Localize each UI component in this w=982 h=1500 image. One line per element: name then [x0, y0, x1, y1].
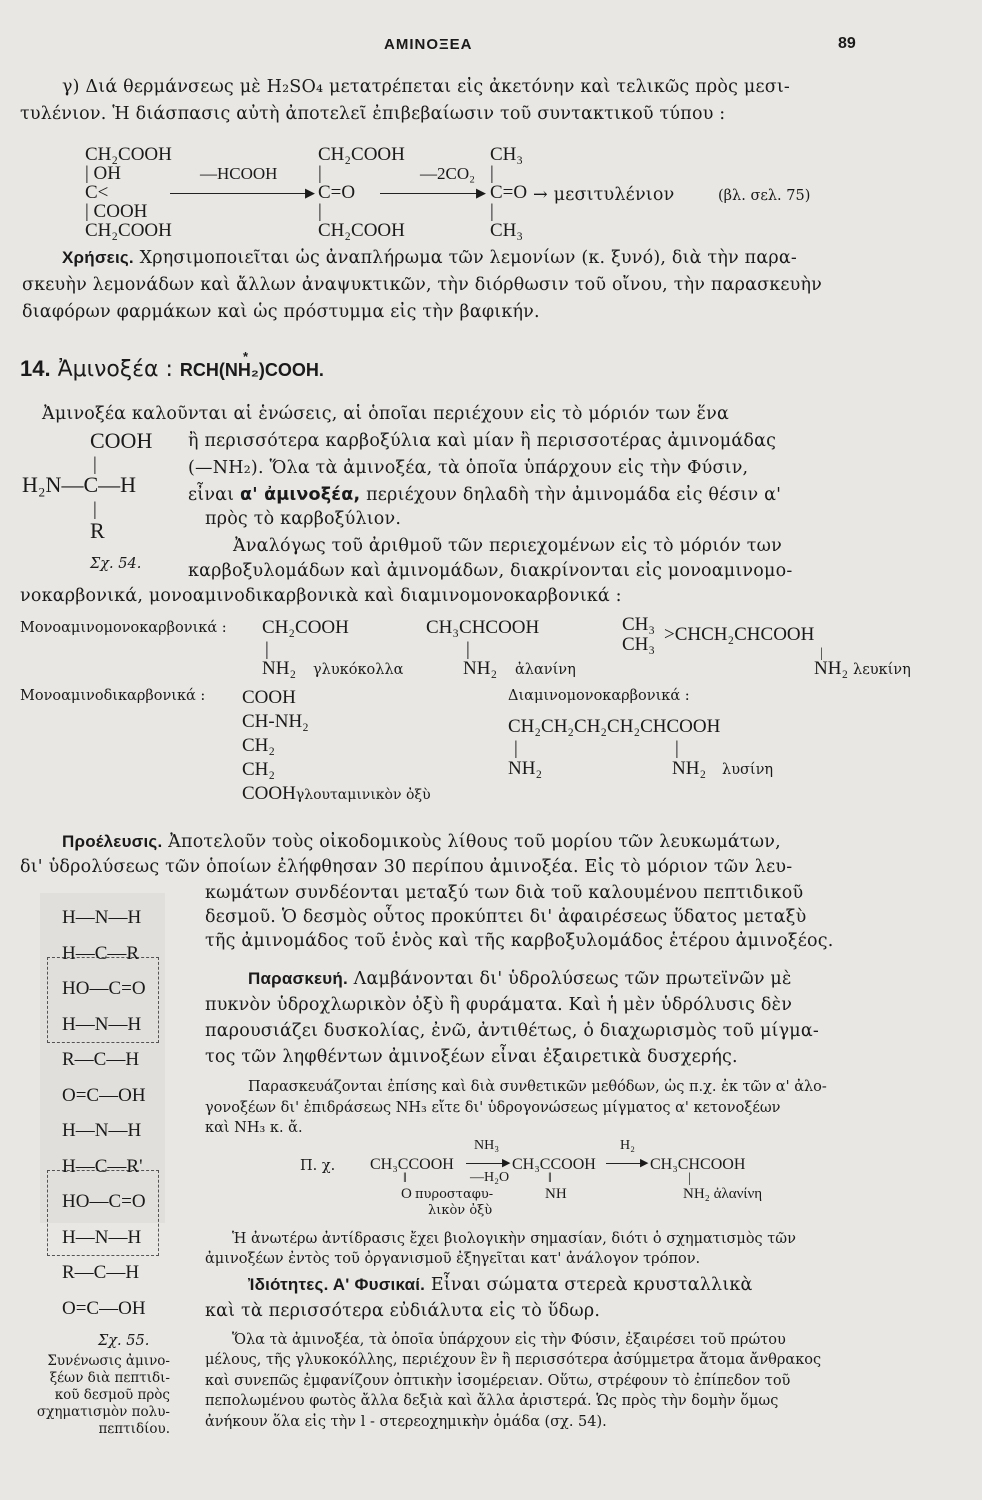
arrow-3	[466, 1163, 506, 1164]
props-line-2: καὶ τὰ περισσότερα εὐδιάλυτα εἰς τὸ ὕδωρ.	[205, 1301, 601, 1321]
formula-line: |	[490, 201, 494, 222]
peptide-chain	[62, 900, 146, 1326]
chain-row: HO—C=O	[62, 978, 146, 999]
glycine-formula: CH₂COOH	[262, 617, 349, 638]
chain-row: O=C—OH	[62, 1084, 146, 1106]
props-small-4: πεπολωμένου φωτὸς ἄλλα δεξιὰ καὶ ἄλλα ἀριστερά. Ὡς πρὸς τὴν δομὴν ὅμως	[205, 1393, 779, 1409]
prep-line-3: παρουσιάζει δυσκολίας, ἐνῶ, ἀντιθέτως, ὁ διαχωρισμὸς τοῦ μίγμα-	[205, 1021, 819, 1041]
props-small-1: Ὅλα τὰ ἀμινοξέα, τὰ ὁποῖα ὑπάρχουν εἰς τὴν Φύσιν, ἐξαιρέσει τοῦ πρώτου	[232, 1332, 786, 1348]
origin-line-3: κωμάτων συνδέονται μεταξύ των διὰ τοῦ καλουμένου πεπτιδικοῦ	[205, 883, 804, 903]
alanine-name: ἀλανίνη	[515, 662, 576, 678]
fig54-cooh: COOH	[90, 428, 153, 453]
origin-heading: Προέλευσις.	[62, 832, 163, 851]
arrow-3-head: ▶	[502, 1156, 511, 1169]
chiral-star: *	[243, 349, 249, 364]
chain-row: R—C—H	[62, 1262, 140, 1283]
arrow-2	[380, 193, 480, 194]
para1-line-1: Ἀμινοξέα καλοῦνται αἱ ἑνώσεις, αἱ ὁποῖαι περιέχουν εἰς τὸ μόριόν των ἕνα	[42, 404, 730, 424]
text-span: εἶναι	[188, 485, 235, 505]
prep-heading: Παρασκευή.	[248, 969, 348, 988]
formula-line: CH₂	[242, 735, 276, 756]
page-reference: (βλ. σελ. 75)	[718, 188, 811, 204]
formula-line: CH₃	[490, 220, 524, 241]
prep-small-2: γονοξέων δι' ἐπιδράσεως NH₃ εἴτε δι' ὑδρογονώσεως μίγματος α' κετονοξέων	[205, 1100, 781, 1116]
chain-row: HO—C=O	[62, 1191, 146, 1212]
formula-line: CH₂COOH	[85, 144, 172, 165]
formula-line: |	[318, 163, 322, 184]
fig54-bond: |	[93, 454, 97, 475]
section-number: 14.	[20, 356, 51, 381]
glycine-amine: NH₂	[262, 658, 297, 679]
fig54-caption: Σχ. 54.	[90, 556, 142, 572]
example-label: Π. χ.	[300, 1158, 336, 1174]
formula-line: | OH	[85, 163, 121, 184]
pyruvic-name-1: πυροσταφυ-	[415, 1187, 494, 1202]
formula-line: C=O	[490, 182, 528, 203]
arrow-1-head: ▶	[305, 186, 315, 201]
uses-text: Χρησιμοποιεῖται ὡς ἀναπλήρωμα τῶν λεμονίων (κ. ξυνό), διὰ τὴν παρα-	[139, 248, 797, 268]
section-formula: RCH(NH₂)COOH.	[179, 360, 324, 380]
caption-line: σχηματισμὸν πολυ-	[36, 1404, 170, 1420]
caption-line: κοῦ δεσμοῦ πρὸς	[54, 1387, 170, 1403]
origin-line-5: τῆς ἀμινομάδος τοῦ ἑνὸς καὶ τῆς καρβοξυλομάδος ἑτέρου ἀμινοξέος.	[205, 931, 834, 951]
arrow-4-head: ▶	[640, 1156, 649, 1169]
note-line-2: ἀμινοξέων ἐντὸς τοῦ ὀργανισμοῦ ἐξηγεῖται κατ' ἀνάλογον τρόπον.	[205, 1251, 701, 1267]
glycine-bond: |	[265, 639, 269, 660]
pyruvic-double-bond: ‖	[403, 1171, 407, 1186]
alanine-product-name: NH₂ ἀλανίνη	[683, 1186, 763, 1202]
formula-line: |	[490, 163, 494, 184]
alpha-amino-acids-bold: α' ἀμινοξέα,	[240, 485, 361, 505]
fig55-caption: Σχ. 55.	[98, 1333, 150, 1349]
arrow-1	[170, 193, 310, 194]
fig55-description	[18, 1353, 170, 1438]
chain-row: H—N—H	[62, 1226, 142, 1248]
section-heading	[20, 356, 324, 382]
formula-line	[242, 782, 431, 807]
fig54-center: H₂N—C—H	[22, 472, 137, 497]
leucine-name: λευκίνη	[853, 662, 911, 678]
para1-line-6: Ἀναλόγως τοῦ ἀριθμοῦ τῶν περιεχομένων εἰς τὸ μόριόν των	[233, 536, 782, 556]
prep-text: Λαμβάνονται δι' ὑδρολύσεως τῶν πρωτεϊνῶν μὲ	[353, 969, 792, 989]
chain-row: H—N—H	[62, 1120, 142, 1141]
chain-row: O=C—OH	[62, 1297, 146, 1319]
props-text: Εἶναι σώματα στερεὰ κρυσταλλικὰ	[430, 1275, 753, 1295]
arrow-4-label-top: H₂	[620, 1138, 635, 1153]
chain-row: H—C—R	[62, 942, 140, 964]
acetone-formula	[490, 145, 527, 240]
props-heading: Ἰδιότητες. Α' Φυσικαί.	[248, 1275, 426, 1294]
prep-line-1	[248, 969, 792, 989]
formula-line: CH₂COOH	[318, 220, 405, 241]
glycine-name: γλυκόκολλα	[313, 662, 404, 678]
lysine-name: λυσίνη	[722, 762, 774, 778]
imino-nh: NH	[545, 1186, 567, 1202]
uses-paragraph-line-2: σκευὴν λεμονάδων καὶ ἄλλων ἀναψυκτικῶν, τὴν διόρθωσιν τοῦ οἴνου, τὴν παρασκευὴν	[22, 275, 823, 295]
prep-small-3: καὶ NH₃ κ. ἄ.	[205, 1120, 303, 1136]
prep-line-4: τος τῶν ληφθέντων ἀμινοξέων εἶναι ἐξαιρετικὰ δυσχερής.	[205, 1047, 738, 1067]
arrow-3-label-bottom: —H₂O	[470, 1170, 510, 1185]
chain-row: H—N—H	[62, 1013, 142, 1035]
lysine-formula: CH₂CH₂CH₂CH₂CHCOOH	[508, 716, 721, 737]
arrow-2-head: ▶	[476, 186, 486, 201]
intro-line-1: γ) Διά θερμάνσεως μὲ H₂SO₄ μετατρέπεται εἰς ἀκετόνην καὶ τελικῶς πρὸς μεσι-	[62, 77, 791, 97]
formula-line: C=O	[318, 182, 356, 203]
pyruvic-oxygen: O	[401, 1186, 412, 1202]
running-header: ΑΜΙΝΟΞΕΑ	[384, 36, 473, 53]
formula-cooh: COOH	[242, 783, 296, 804]
fig54-r: R	[90, 518, 105, 543]
chain-row: R—C—H	[62, 1049, 140, 1070]
props-small-5: ἀνήκουν ὅλα εἰς τὴν l - στερεοχημικὴν ὁμάδα (σχ. 54).	[205, 1414, 607, 1430]
origin-line-2: δι' ὑδρολύσεως τῶν ὁποίων ἐλήφθησαν 30 περίπου ἀμινοξέα. Εἰς τὸ μόριον τῶν λευ-	[20, 857, 793, 877]
mono-dicarb-label: Μονοαμινοδικαρβονικά :	[20, 688, 206, 704]
leucine-ch3-b: CH₃	[622, 634, 656, 655]
lysine-amine-1: NH₂	[508, 758, 543, 779]
page-number: 89	[838, 35, 856, 52]
leucine-chain: >CHCH₂CHCOOH	[664, 624, 815, 645]
lysine-bond-2: |	[675, 738, 679, 759]
section-title: Ἀμινοξέα :	[57, 357, 173, 382]
para1-line-3: (—NH₂). Ὅλα τὰ ἀμινοξέα, τὰ ὁποῖα ὑπάρχουν εἰς τὴν Φύσιν,	[188, 458, 749, 478]
caption-line: ξέων διὰ πεπτιδι-	[49, 1370, 170, 1386]
prep-small-1: Παρασκευάζονται ἐπίσης καὶ διὰ συνθετικῶν μεθόδων, ὡς π.χ. ἐκ τῶν α' ἀλο-	[248, 1079, 827, 1095]
uses-paragraph-line-3: διαφόρων φαρμάκων καὶ ὡς πρόστυμμα εἰς τὴν βαφικήν.	[22, 302, 540, 322]
formula-line: COOH	[242, 687, 296, 708]
para1-line-4	[188, 485, 781, 505]
formula-line: CH₂	[242, 759, 276, 780]
alanine-formula: CH₃CHCOOH	[426, 617, 540, 638]
imino-acid: CH₃CCOOH	[512, 1156, 596, 1173]
props-line-1	[248, 1275, 753, 1295]
alanine-product: CH₃CHCOOH	[650, 1156, 746, 1173]
arrow-2-label: —2CO₂	[420, 164, 476, 183]
origin-line-1	[62, 832, 781, 852]
formula-line: CH₂COOH	[85, 220, 172, 241]
origin-line-4: δεσμοῦ. Ὁ δεσμὸς οὗτος προκύπτει δι' ἀφαιρέσεως ὕδατος μεταξὺ	[205, 907, 807, 927]
leucine-bond: |	[820, 646, 823, 661]
caption-line: Συνένωσις ἀμινο-	[47, 1353, 170, 1369]
pyruvic-acid: CH₃CCOOH	[370, 1156, 454, 1173]
formula-line: CH-NH₂	[242, 711, 309, 732]
leucine-amine: NH₂	[814, 658, 849, 679]
glutamic-acid-formula	[242, 686, 431, 807]
arrow-4	[606, 1163, 644, 1164]
para1-line-7: καρβοξυλομάδων καὶ ἀμινομάδων, διακρίνονται εἰς μονοαμινομο-	[188, 561, 793, 581]
leucine-ch3-a: CH₃	[622, 614, 656, 635]
formula-line: |	[318, 201, 322, 222]
caption-line: πεπτιδίου.	[98, 1421, 170, 1437]
di-mono-label: Διαμινομονοκαρβονικά :	[508, 688, 690, 704]
chain-row: H—N—H	[62, 907, 142, 928]
note-line-1: Ἡ ἀνωτέρω ἀντίδρασις ἔχει βιολογικὴν σημασίαν, διότι ὁ σχηματισμὸς τῶν	[232, 1231, 796, 1247]
prep-line-2: πυκνὸν ὑδροχλωρικὸν ὀξὺ ἢ φυράματα. Καὶ ἡ μὲν ὑδρόλυσις δὲν	[205, 995, 793, 1015]
arrow-1-label: —HCOOH	[200, 164, 278, 183]
para1-line-5: πρὸς τὸ καρβοξύλιον.	[205, 509, 402, 529]
alanine-product-bond: |	[688, 1171, 691, 1186]
formula-line: CH₃	[490, 144, 524, 165]
props-small-2: μέλους, τῆς γλυκοκόλλης, περιέχουν ἓν ἢ περισσότερα ἀσύμμετρα ἄτομα ἄνθρακος	[205, 1352, 822, 1368]
origin-text: Ἀποτελοῦν τοὺς οἰκοδομικοὺς λίθους τοῦ μορίου τῶν λευκωμάτων,	[168, 832, 781, 852]
mono-mono-label: Μονοαμινομονοκαρβονικά :	[20, 620, 227, 636]
alanine-bond: |	[466, 639, 470, 660]
uses-paragraph-line-1	[62, 248, 797, 268]
pyruvic-name-2: λικὸν ὀξὺ	[428, 1203, 493, 1218]
mesitylene-product: → μεσιτυλένιον	[533, 185, 675, 205]
intro-line-2: τυλένιον. Ἡ διάσπασις αὐτὴ ἀποτελεῖ ἐπιβεβαίωσιν τοῦ συντακτικοῦ τύπου :	[20, 104, 726, 124]
lysine-bond-1: |	[514, 738, 518, 759]
glutamic-acid-name: γλουταμινικὸν ὀξὺ	[295, 787, 431, 803]
props-small-3: καὶ συνεπῶς ἐμφανίζουν ὀπτικὴν ἰσομέρειαν. Οὕτω, στρέφουν τὸ ἐπίπεδον τοῦ	[205, 1373, 791, 1389]
imino-double-bond: ‖	[548, 1171, 552, 1186]
uses-heading: Χρήσεις.	[62, 248, 134, 267]
formula-line: | COOH	[85, 201, 148, 222]
arrow-3-label-top: NH₃	[474, 1138, 500, 1153]
formula-line: C<	[85, 182, 109, 203]
alanine-amine: NH₂	[463, 658, 498, 679]
fig54-bond: |	[93, 499, 97, 520]
lysine-amine-2: NH₂	[672, 758, 707, 779]
chain-row: H—C—R'	[62, 1155, 143, 1177]
para1-line-8: νοκαρβονικά, μονοαμινοδικαρβονικὰ καὶ διαμινομονοκαρβονικά :	[20, 586, 622, 606]
citric-acid-formula	[85, 145, 172, 240]
formula-line: CH₂COOH	[318, 144, 405, 165]
para1-line-2: ἢ περισσότερα καρβοξύλια καὶ μίαν ἢ περισσοτέρας ἀμινομάδας	[188, 431, 777, 451]
text-span: περιέχουν δηλαδὴ τὴν ἀμινομάδα εἰς θέσιν α'	[366, 485, 782, 505]
